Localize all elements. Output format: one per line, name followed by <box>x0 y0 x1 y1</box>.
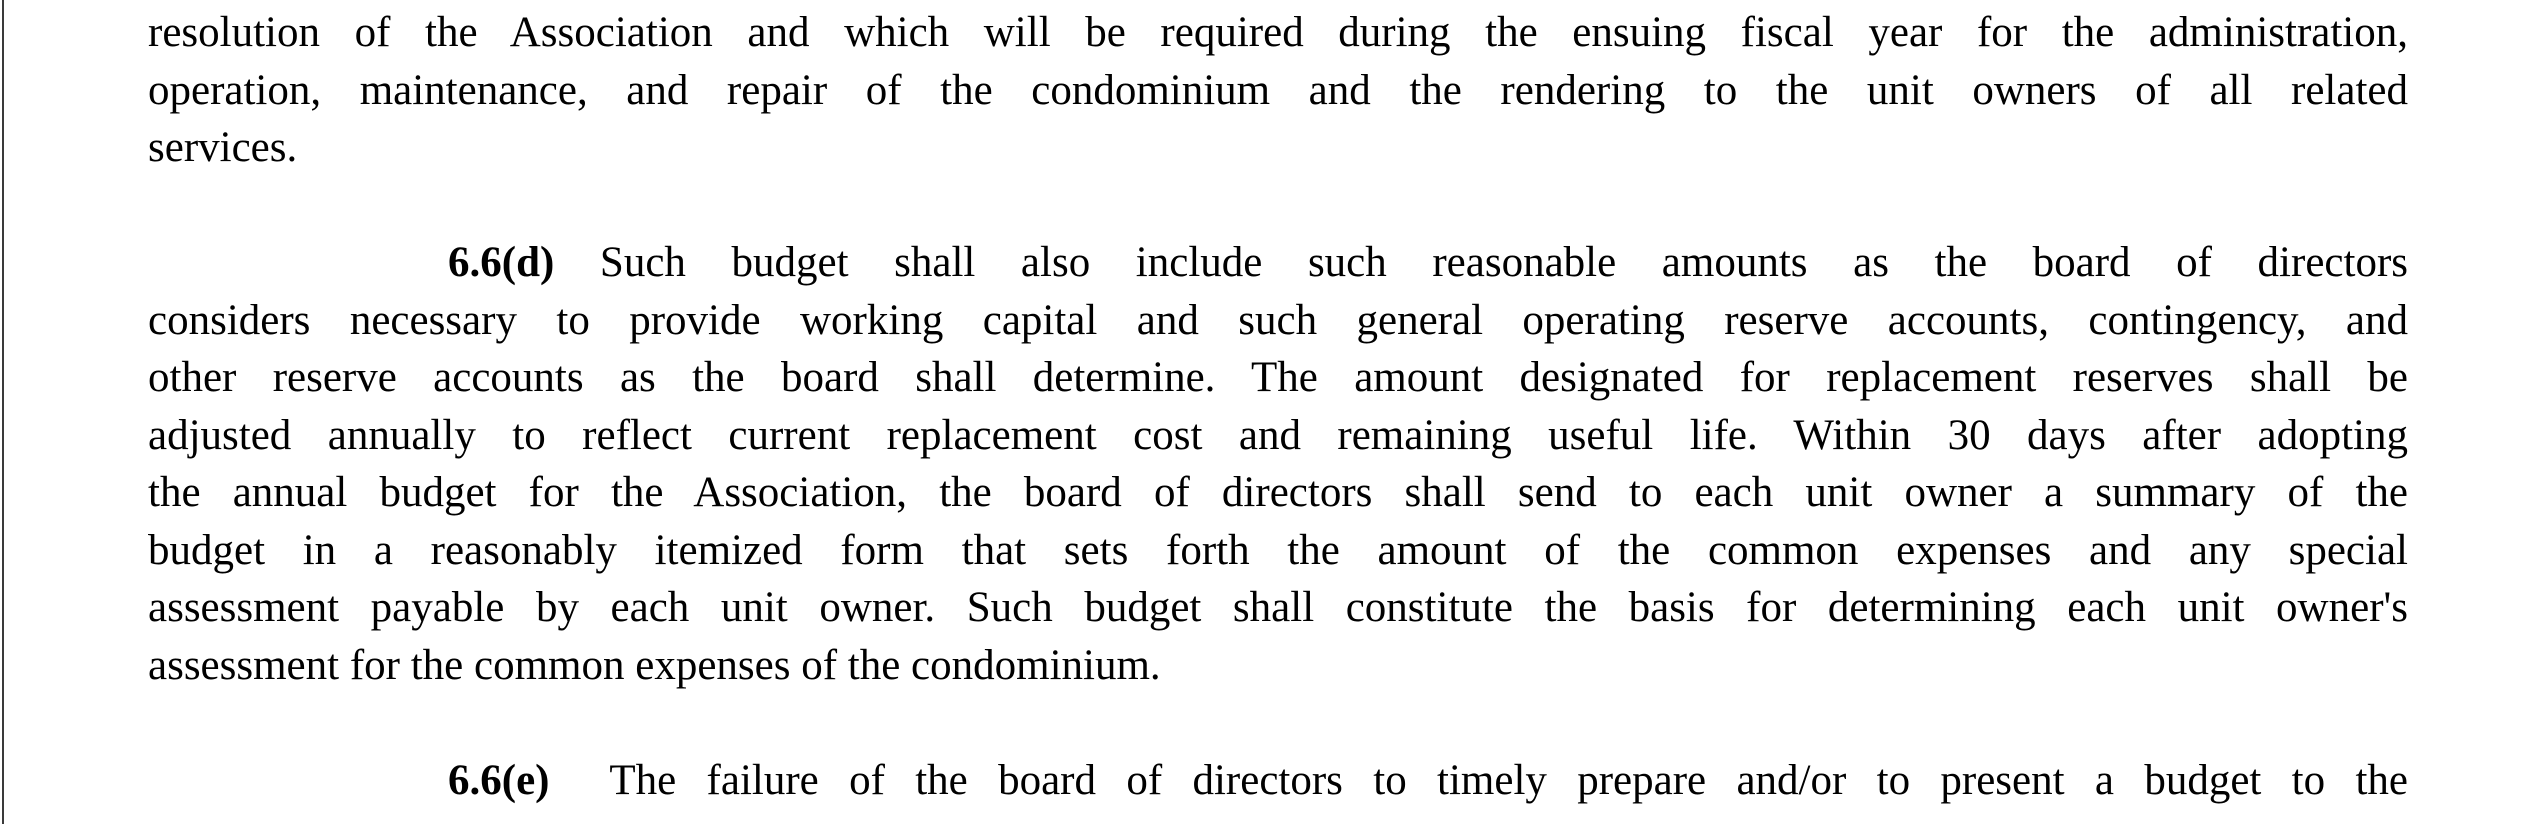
text-line: services. <box>148 124 298 171</box>
text-line: assessment for the common expenses of the condominium. <box>148 641 1161 689</box>
text-line: Such budget shall also include such reasonable amounts as the board of directors <box>599 239 2408 286</box>
text-line: budget in a reasonably itemized form that sets forth the amount of the common expenses and any special <box>148 526 2408 574</box>
text-line: resolution of the Association and which will be required during the ensuing fiscal year for the administration, <box>148 9 2408 56</box>
section-first-line <box>148 752 2408 810</box>
text-line: The failure of the board of directors to timely prepare and/or to present a budget to the <box>609 757 2408 804</box>
section-number: 6.6(e) <box>448 757 550 804</box>
text-line: operation, maintenance, and repair of the condominium and the rendering to the unit owners of all related <box>148 66 2408 114</box>
left-margin-rule <box>2 0 4 824</box>
text-line: other reserve accounts as the board shall determine. The amount designated for replacement reserves shall be <box>148 354 2408 401</box>
text-line: the annual budget for the Association, the board of directors shall send to each unit owner a summary of the <box>148 469 2408 516</box>
paragraph-continuation <box>148 4 2408 177</box>
section-6-6-e <box>148 752 2408 810</box>
section-first-line <box>148 234 2408 292</box>
text-line: assessment payable by each unit owner. Such budget shall constitute the basis for determining each unit owner's <box>148 584 2408 631</box>
text-line: adjusted annually to reflect current replacement cost and remaining useful life. Within 30 days after adopting <box>148 411 2408 459</box>
section-number: 6.6(d) <box>448 239 555 286</box>
section-6-6-d <box>148 234 2408 694</box>
text-line: considers necessary to provide working capital and such general operating reserve accounts, contingency, and <box>148 296 2408 344</box>
